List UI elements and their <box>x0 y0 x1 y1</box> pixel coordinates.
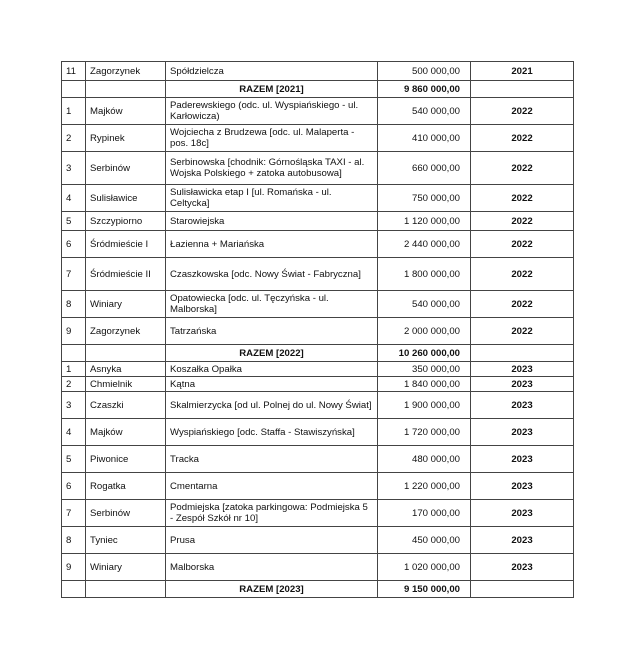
empty-cell <box>62 581 86 598</box>
row-number: 7 <box>62 500 86 527</box>
empty-cell <box>471 581 574 598</box>
amount-cell: 540 000,00 <box>378 291 471 318</box>
amount-cell: 540 000,00 <box>378 98 471 125</box>
empty-cell <box>86 81 166 98</box>
amount-cell: 1 800 000,00 <box>378 258 471 291</box>
year-cell: 2023 <box>471 419 574 446</box>
total-amount: 9 150 000,00 <box>378 581 471 598</box>
total-amount: 10 260 000,00 <box>378 345 471 362</box>
row-number: 4 <box>62 419 86 446</box>
street-cell: Wojciecha z Brudzewa [odc. ul. Malaperta - pos. 18c] <box>166 125 378 152</box>
table-row <box>62 419 574 446</box>
row-number: 4 <box>62 185 86 212</box>
district-cell: Sulisławice <box>86 185 166 212</box>
amount-cell: 1 220 000,00 <box>378 473 471 500</box>
amount-cell: 410 000,00 <box>378 125 471 152</box>
table-row <box>62 500 574 527</box>
empty-cell <box>471 81 574 98</box>
total-amount: 9 860 000,00 <box>378 81 471 98</box>
year-cell: 2022 <box>471 231 574 258</box>
document-page <box>61 61 574 598</box>
amount-cell: 2 000 000,00 <box>378 318 471 345</box>
district-cell: Winiary <box>86 554 166 581</box>
year-cell: 2021 <box>471 62 574 81</box>
district-cell: Majków <box>86 419 166 446</box>
street-cell: Łazienna + Mariańska <box>166 231 378 258</box>
table-row <box>62 446 574 473</box>
district-cell: Zagorzynek <box>86 318 166 345</box>
table-row <box>62 152 574 185</box>
amount-cell: 750 000,00 <box>378 185 471 212</box>
total-row <box>62 81 574 98</box>
table-row <box>62 392 574 419</box>
street-cell: Serbinowska [chodnik: Górnośląska TAXI - al. Wojska Polskiego + zatoka autobusowa] <box>166 152 378 185</box>
table-row <box>62 362 574 377</box>
table-row <box>62 185 574 212</box>
empty-cell <box>62 81 86 98</box>
row-number: 1 <box>62 98 86 125</box>
year-cell: 2023 <box>471 527 574 554</box>
amount-cell: 480 000,00 <box>378 446 471 473</box>
amount-cell: 1 020 000,00 <box>378 554 471 581</box>
district-cell: Śródmieście II <box>86 258 166 291</box>
street-cell: Koszałka Opałka <box>166 362 378 377</box>
table-row <box>62 258 574 291</box>
amount-cell: 170 000,00 <box>378 500 471 527</box>
amount-cell: 2 440 000,00 <box>378 231 471 258</box>
table-row <box>62 231 574 258</box>
district-cell: Asnyka <box>86 362 166 377</box>
investment-table <box>61 61 574 598</box>
year-cell: 2022 <box>471 291 574 318</box>
district-cell: Rogatka <box>86 473 166 500</box>
amount-cell: 1 840 000,00 <box>378 377 471 392</box>
table-row <box>62 125 574 152</box>
year-cell: 2023 <box>471 446 574 473</box>
street-cell: Tracka <box>166 446 378 473</box>
row-number: 2 <box>62 377 86 392</box>
total-label: RAZEM [2023] <box>166 581 378 598</box>
total-row <box>62 345 574 362</box>
amount-cell: 500 000,00 <box>378 62 471 81</box>
year-cell: 2022 <box>471 185 574 212</box>
empty-cell <box>471 345 574 362</box>
amount-cell: 660 000,00 <box>378 152 471 185</box>
district-cell: Rypinek <box>86 125 166 152</box>
row-number: 5 <box>62 446 86 473</box>
total-row <box>62 581 574 598</box>
district-cell: Serbinów <box>86 500 166 527</box>
district-cell: Tyniec <box>86 527 166 554</box>
year-cell: 2023 <box>471 554 574 581</box>
table-row <box>62 212 574 231</box>
street-cell: Podmiejska [zatoka parkingowa: Podmiejska 5 - Zespół Szkół nr 10] <box>166 500 378 527</box>
total-label: RAZEM [2022] <box>166 345 378 362</box>
district-cell: Piwonice <box>86 446 166 473</box>
street-cell: Opatowiecka [odc. ul. Tęczyńska - ul. Malborska] <box>166 291 378 318</box>
year-cell: 2022 <box>471 258 574 291</box>
empty-cell <box>62 345 86 362</box>
street-cell: Sulisławicka etap I [ul. Romańska - ul. Celtycka] <box>166 185 378 212</box>
year-cell: 2022 <box>471 152 574 185</box>
street-cell: Paderewskiego (odc. ul. Wyspiańskiego - ul. Karłowicza) <box>166 98 378 125</box>
row-number: 5 <box>62 212 86 231</box>
year-cell: 2022 <box>471 318 574 345</box>
district-cell: Zagorzynek <box>86 62 166 81</box>
row-number: 9 <box>62 318 86 345</box>
year-cell: 2022 <box>471 125 574 152</box>
street-cell: Malborska <box>166 554 378 581</box>
street-cell: Cmentarna <box>166 473 378 500</box>
district-cell: Majków <box>86 98 166 125</box>
table-body <box>62 62 574 598</box>
amount-cell: 1 900 000,00 <box>378 392 471 419</box>
year-cell: 2023 <box>471 500 574 527</box>
district-cell: Czaszki <box>86 392 166 419</box>
row-number: 7 <box>62 258 86 291</box>
district-cell: Serbinów <box>86 152 166 185</box>
row-number: 8 <box>62 291 86 318</box>
year-cell: 2023 <box>471 473 574 500</box>
row-number: 2 <box>62 125 86 152</box>
row-number: 11 <box>62 62 86 81</box>
street-cell: Czaszkowska [odc. Nowy Świat - Fabryczna] <box>166 258 378 291</box>
row-number: 9 <box>62 554 86 581</box>
table-row <box>62 98 574 125</box>
table-row <box>62 318 574 345</box>
amount-cell: 1 120 000,00 <box>378 212 471 231</box>
street-cell: Spółdzielcza <box>166 62 378 81</box>
year-cell: 2022 <box>471 98 574 125</box>
amount-cell: 1 720 000,00 <box>378 419 471 446</box>
row-number: 3 <box>62 152 86 185</box>
row-number: 6 <box>62 473 86 500</box>
street-cell: Skalmierzycka [od ul. Polnej do ul. Nowy Świat] <box>166 392 378 419</box>
street-cell: Wyspiańskiego [odc. Staffa - Stawiszyńska] <box>166 419 378 446</box>
table-row <box>62 473 574 500</box>
year-cell: 2023 <box>471 377 574 392</box>
amount-cell: 350 000,00 <box>378 362 471 377</box>
table-row <box>62 377 574 392</box>
table-row <box>62 62 574 81</box>
row-number: 6 <box>62 231 86 258</box>
district-cell: Szczypiorno <box>86 212 166 231</box>
empty-cell <box>86 345 166 362</box>
total-label: RAZEM [2021] <box>166 81 378 98</box>
street-cell: Tatrzańska <box>166 318 378 345</box>
district-cell: Chmielnik <box>86 377 166 392</box>
table-row <box>62 554 574 581</box>
amount-cell: 450 000,00 <box>378 527 471 554</box>
empty-cell <box>86 581 166 598</box>
table-row <box>62 291 574 318</box>
row-number: 8 <box>62 527 86 554</box>
table-row <box>62 527 574 554</box>
street-cell: Kątna <box>166 377 378 392</box>
year-cell: 2023 <box>471 362 574 377</box>
row-number: 3 <box>62 392 86 419</box>
row-number: 1 <box>62 362 86 377</box>
street-cell: Starowiejska <box>166 212 378 231</box>
year-cell: 2022 <box>471 212 574 231</box>
year-cell: 2023 <box>471 392 574 419</box>
street-cell: Prusa <box>166 527 378 554</box>
district-cell: Śródmieście I <box>86 231 166 258</box>
district-cell: Winiary <box>86 291 166 318</box>
